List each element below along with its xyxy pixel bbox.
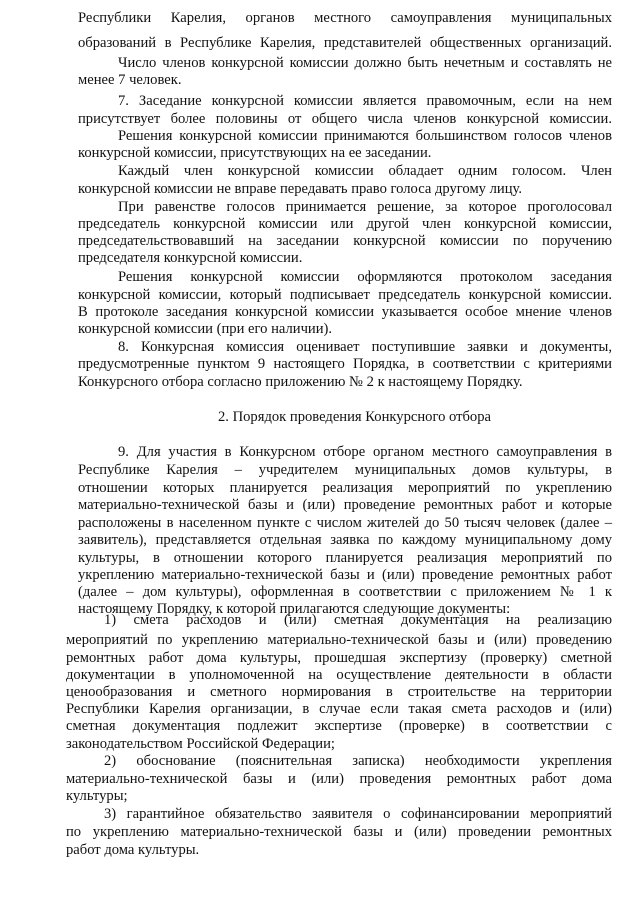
text-line: 3) гарантийное обязательство заявителя о софинансировании мероприятий bbox=[104, 806, 612, 822]
text-line: В протоколе заседания конкурсной комиссии указывается особое мнение членов bbox=[78, 304, 612, 320]
text-line: по укреплению материально-технической базы и (или) проведении ремонтных bbox=[66, 824, 612, 840]
text-line: укреплению материально-технической базы и (или) проведение ремонтных работ bbox=[78, 567, 612, 583]
text-line: председатель конкурсной комиссии или другой член конкурсной комиссии, bbox=[78, 216, 612, 232]
text-line: Число членов конкурсной комиссии должно быть нечетным и составлять не bbox=[118, 55, 612, 71]
text-line: конкурсной комиссии, который подписывает председатель конкурсной комиссии. bbox=[78, 287, 612, 303]
text-line: сметная документация подлежит экспертизе (проверке) в соответствии с bbox=[66, 718, 612, 734]
text-line: Республики Карелия, органов местного самоуправления муниципальных bbox=[78, 10, 612, 26]
text-line: 9. Для участия в Конкурсном отборе органом местного самоуправления в bbox=[118, 444, 612, 460]
text-line: конкурсной комиссии не вправе передавать право голоса другому лицу. bbox=[78, 181, 523, 197]
text-line: мероприятий по укреплению материально-технической базы и (или) проведению bbox=[66, 632, 612, 648]
text-line: ремонтных работ дома культуры, прошедшая экспертизу (проверку) сметной bbox=[66, 650, 612, 666]
text-line: заявитель), представляется отдельная заявка по каждому муниципальному дому bbox=[78, 532, 612, 548]
text-line: 1) смета расходов и (или) сметная документация на реализацию bbox=[104, 612, 612, 628]
text-line: настоящему Порядку, к которой прилагаются следующие документы: bbox=[78, 601, 511, 617]
text-line: менее 7 человек. bbox=[78, 72, 182, 88]
text-line: присутствует более половины от общего числа членов конкурсной комиссии. bbox=[78, 111, 612, 127]
text-line: Конкурсного отбора согласно приложению № 2 к настоящему Порядку. bbox=[78, 374, 523, 390]
text-line: образований в Республике Карелия, представителей общественных организаций. bbox=[78, 35, 612, 51]
text-line: расположены в населенном пункте с числом жителей до 50 тысяч человек (далее – bbox=[78, 515, 612, 531]
section-heading: 2. Порядок проведения Конкурсного отбора bbox=[218, 409, 491, 425]
text-line: материально-технической базы и (или) проведение ремонтных работ и которые bbox=[78, 497, 612, 513]
text-line: 8. Конкурсная комиссия оценивает поступившие заявки и документы, bbox=[118, 339, 612, 355]
text-line: культуры; bbox=[66, 788, 128, 804]
text-line: конкурсной комиссии (при его наличии). bbox=[78, 321, 333, 337]
text-line: отношении которых планируется реализация мероприятий по укреплению bbox=[78, 480, 612, 496]
text-line: конкурсной комиссии, присутствующих на ее заседании. bbox=[78, 145, 432, 161]
text-line: Каждый член конкурсной комиссии обладает одним голосом. Член bbox=[118, 163, 612, 179]
text-line: законодательством Российской Федерации; bbox=[66, 736, 335, 752]
text-line: председателя конкурсной комиссии. bbox=[78, 250, 303, 266]
text-line: ценообразования и сметного нормирования в строительстве на территории bbox=[66, 684, 612, 700]
text-line: При равенстве голосов принимается решение, за которое проголосовал bbox=[118, 199, 612, 215]
text-line: предусмотренные пунктом 9 настоящего Порядка, в соответствии с критериями bbox=[78, 356, 612, 372]
text-line: Республики Карелия организации, в случае если такая смета расходов и (или) bbox=[66, 701, 612, 717]
text-line: (далее – дом культуры), оформленная в соответствии с приложением № 1 к bbox=[78, 584, 612, 600]
text-line: культуры, в отношении которого планируется реализация мероприятий по bbox=[78, 550, 612, 566]
text-line: Решения конкурсной комиссии принимаются большинством голосов членов bbox=[118, 128, 612, 144]
text-line: 2) обоснование (пояснительная записка) необходимости укрепления bbox=[104, 753, 612, 769]
text-line: председательствовавший на заседании конкурсной комиссии по поручению bbox=[78, 233, 612, 249]
text-line: материально-технической базы и (или) проведения ремонтных работ дома bbox=[66, 771, 612, 787]
text-line: Решения конкурсной комиссии оформляются протоколом заседания bbox=[118, 269, 612, 285]
text-line: документации в уполномоченной на осуществление деятельности в области bbox=[66, 667, 612, 683]
text-line: 7. Заседание конкурсной комиссии является правомочным, если на нем bbox=[118, 93, 612, 109]
text-line: Республике Карелия – учредителем муниципальных домов культуры, в bbox=[78, 462, 612, 478]
text-line: работ дома культуры. bbox=[66, 842, 200, 858]
